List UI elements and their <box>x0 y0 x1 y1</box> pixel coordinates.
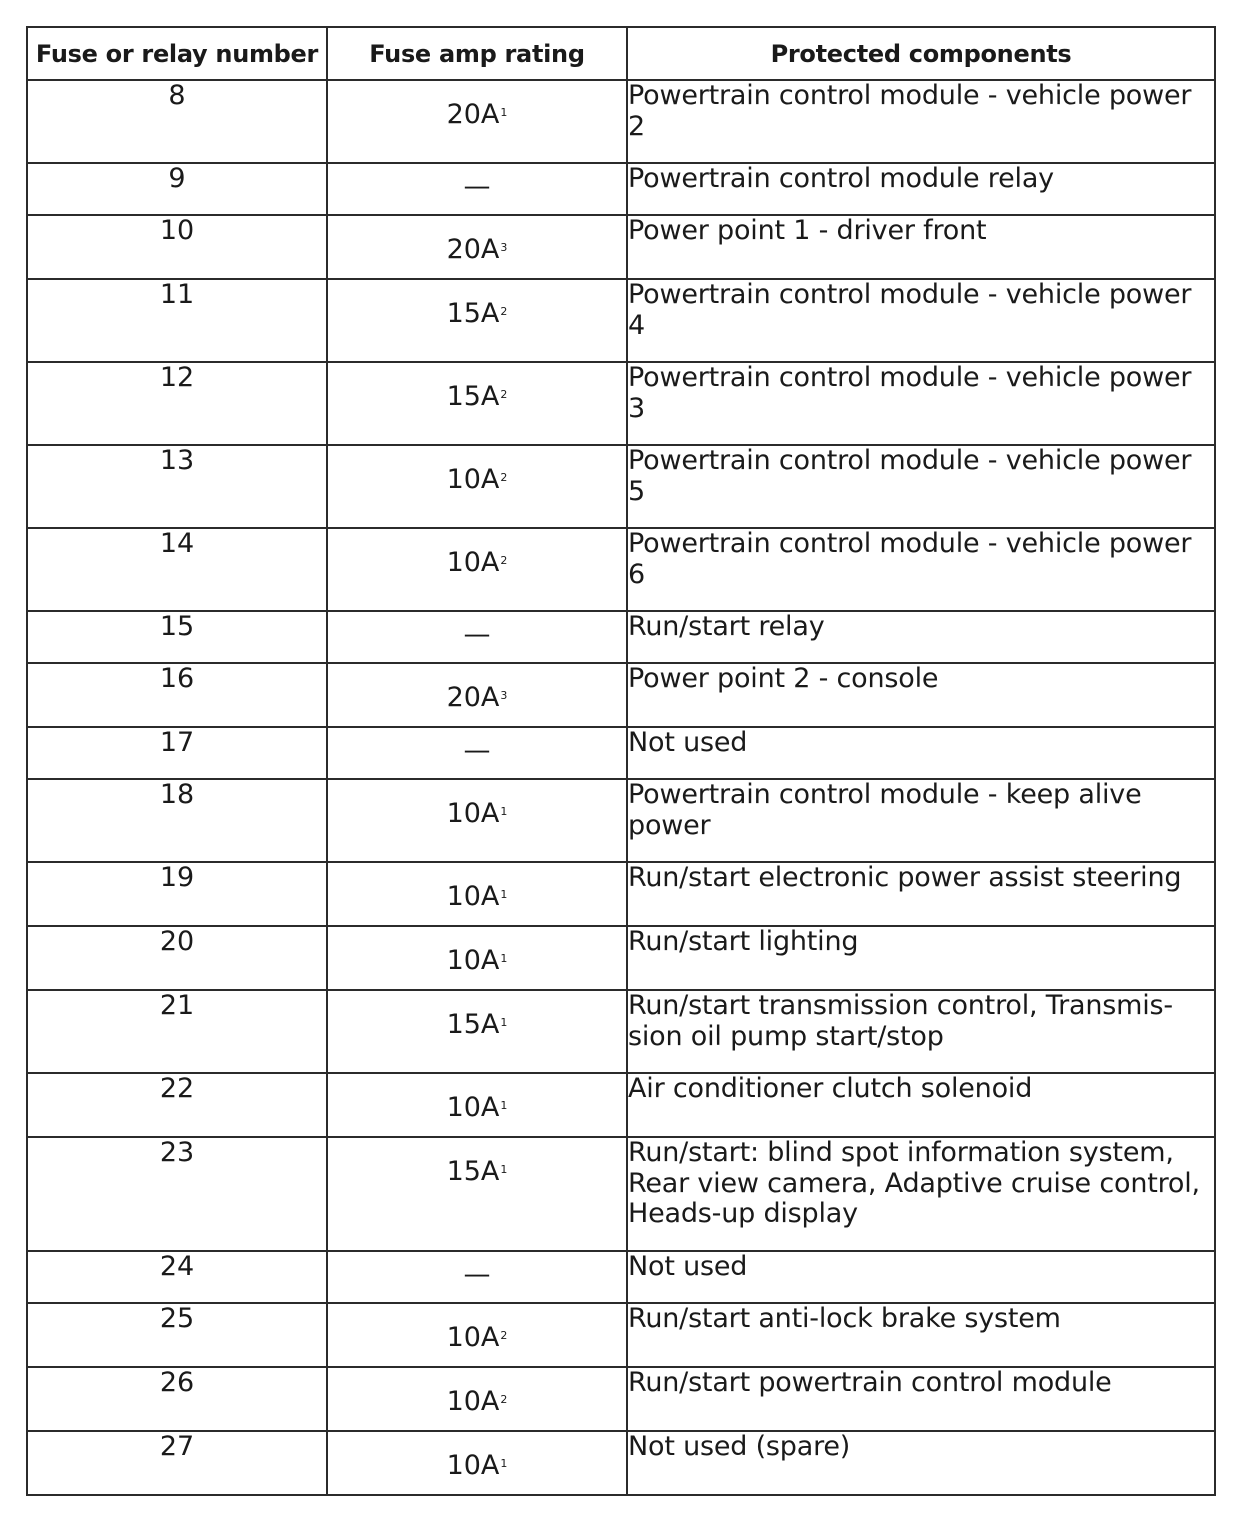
table-row <box>27 1137 1215 1251</box>
amp-value: 10A <box>446 798 500 829</box>
fuse-number: 16 <box>27 663 327 727</box>
amp-rating <box>327 1367 627 1431</box>
table-row <box>27 80 1215 163</box>
amp-value: 10A <box>446 464 500 495</box>
protected-components: Powertrain control module - vehicle power 6 <box>627 528 1215 611</box>
amp-rating <box>327 528 627 611</box>
footnote-marker: 2 <box>500 305 508 318</box>
amp-rating <box>327 362 627 445</box>
amp-value: — <box>463 735 491 766</box>
amp-rating <box>327 727 627 779</box>
protected-components: Run/start: blind spot information system, Rear view camera, Adaptive cruise control, Heads-up display <box>627 1137 1215 1251</box>
amp-value: 10A <box>446 547 500 578</box>
header-protected-components: Protected components <box>627 27 1215 80</box>
footnote-marker: 3 <box>500 689 508 702</box>
fuse-number: 17 <box>27 727 327 779</box>
amp-value: 20A <box>446 234 500 265</box>
table-row <box>27 215 1215 279</box>
header-amp-rating: Fuse amp rating <box>327 27 627 80</box>
footnote-marker: 2 <box>500 388 508 401</box>
fuse-number: 21 <box>27 990 327 1073</box>
fuse-table <box>26 26 1216 1496</box>
amp-value: 15A <box>446 298 500 329</box>
fuse-number: 13 <box>27 445 327 528</box>
table-row <box>27 362 1215 445</box>
amp-value: 10A <box>446 1450 500 1481</box>
protected-components: Power point 1 - driver front <box>627 215 1215 279</box>
amp-rating <box>327 862 627 926</box>
table-row <box>27 663 1215 727</box>
fuse-number: 18 <box>27 779 327 862</box>
footnote-marker: 2 <box>500 554 508 567</box>
fuse-number: 26 <box>27 1367 327 1431</box>
table-row <box>27 445 1215 528</box>
fuse-number: 27 <box>27 1431 327 1495</box>
amp-rating <box>327 926 627 990</box>
amp-rating <box>327 1137 627 1251</box>
amp-rating <box>327 1073 627 1137</box>
table-row <box>27 279 1215 362</box>
protected-components: Run/start powertrain control module <box>627 1367 1215 1431</box>
amp-value: 10A <box>446 945 500 976</box>
table-row <box>27 611 1215 663</box>
footnote-marker: 2 <box>500 1393 508 1406</box>
footnote-marker: 1 <box>500 1457 508 1470</box>
footnote-marker: 1 <box>500 1016 508 1029</box>
protected-components: Powertrain control module - vehicle power 2 <box>627 80 1215 163</box>
table-row <box>27 779 1215 862</box>
fuse-number: 8 <box>27 80 327 163</box>
fuse-number: 11 <box>27 279 327 362</box>
footnote-marker: 1 <box>500 106 508 119</box>
amp-rating <box>327 779 627 862</box>
amp-rating <box>327 215 627 279</box>
fuse-number: 22 <box>27 1073 327 1137</box>
amp-rating <box>327 80 627 163</box>
protected-components: Powertrain control module relay <box>627 163 1215 215</box>
protected-components: Run/start anti-lock brake system <box>627 1303 1215 1367</box>
amp-rating <box>327 279 627 362</box>
protected-components: Powertrain control module - keep alive power <box>627 779 1215 862</box>
footnote-marker: 2 <box>500 1329 508 1342</box>
protected-components: Powertrain control module - vehicle power 5 <box>627 445 1215 528</box>
fuse-number: 24 <box>27 1251 327 1303</box>
table-row <box>27 990 1215 1073</box>
fuse-number: 14 <box>27 528 327 611</box>
table-row <box>27 1303 1215 1367</box>
amp-value: — <box>463 619 491 650</box>
fuse-number: 20 <box>27 926 327 990</box>
protected-components: Not used (spare) <box>627 1431 1215 1495</box>
protected-components: Run/start lighting <box>627 926 1215 990</box>
amp-rating <box>327 663 627 727</box>
footnote-marker: 1 <box>500 888 508 901</box>
footnote-marker: 1 <box>500 1163 508 1176</box>
fuse-number: 10 <box>27 215 327 279</box>
amp-rating <box>327 163 627 215</box>
protected-components: Not used <box>627 1251 1215 1303</box>
amp-value: 15A <box>446 381 500 412</box>
fuse-number: 25 <box>27 1303 327 1367</box>
header-fuse-number: Fuse or relay number <box>27 27 327 80</box>
protected-components: Run/start transmission control, Transmis-sion oil pump start/stop <box>627 990 1215 1073</box>
amp-value: 10A <box>446 1322 500 1353</box>
amp-value: 20A <box>446 99 500 130</box>
fuse-number: 23 <box>27 1137 327 1251</box>
table-row <box>27 1251 1215 1303</box>
protected-components: Not used <box>627 727 1215 779</box>
amp-value: 10A <box>446 881 500 912</box>
amp-rating <box>327 611 627 663</box>
amp-value: 20A <box>446 682 500 713</box>
protected-components: Powertrain control module - vehicle power 4 <box>627 279 1215 362</box>
table-row <box>27 926 1215 990</box>
table-row <box>27 1431 1215 1495</box>
fuse-number: 15 <box>27 611 327 663</box>
amp-rating <box>327 1303 627 1367</box>
table-header-row <box>27 27 1215 80</box>
amp-value: — <box>463 171 491 202</box>
table-row <box>27 528 1215 611</box>
amp-rating <box>327 990 627 1073</box>
footnote-marker: 1 <box>500 1099 508 1112</box>
table-row <box>27 163 1215 215</box>
footnote-marker: 1 <box>500 952 508 965</box>
footnote-marker: 2 <box>500 471 508 484</box>
table-row <box>27 1367 1215 1431</box>
fuse-number: 9 <box>27 163 327 215</box>
protected-components: Run/start relay <box>627 611 1215 663</box>
amp-value: 15A <box>446 1009 500 1040</box>
amp-value: 10A <box>446 1092 500 1123</box>
amp-rating <box>327 445 627 528</box>
amp-value: 10A <box>446 1386 500 1417</box>
protected-components: Run/start electronic power assist steering <box>627 862 1215 926</box>
table-row <box>27 727 1215 779</box>
fuse-number: 12 <box>27 362 327 445</box>
table-row <box>27 862 1215 926</box>
footnote-marker: 3 <box>500 241 508 254</box>
footnote-marker: 1 <box>500 805 508 818</box>
amp-rating <box>327 1431 627 1495</box>
amp-value: — <box>463 1259 491 1290</box>
amp-rating <box>327 1251 627 1303</box>
protected-components: Powertrain control module - vehicle power 3 <box>627 362 1215 445</box>
protected-components: Air conditioner clutch solenoid <box>627 1073 1215 1137</box>
table-row <box>27 1073 1215 1137</box>
fuse-number: 19 <box>27 862 327 926</box>
amp-value: 15A <box>446 1156 500 1187</box>
protected-components: Power point 2 - console <box>627 663 1215 727</box>
